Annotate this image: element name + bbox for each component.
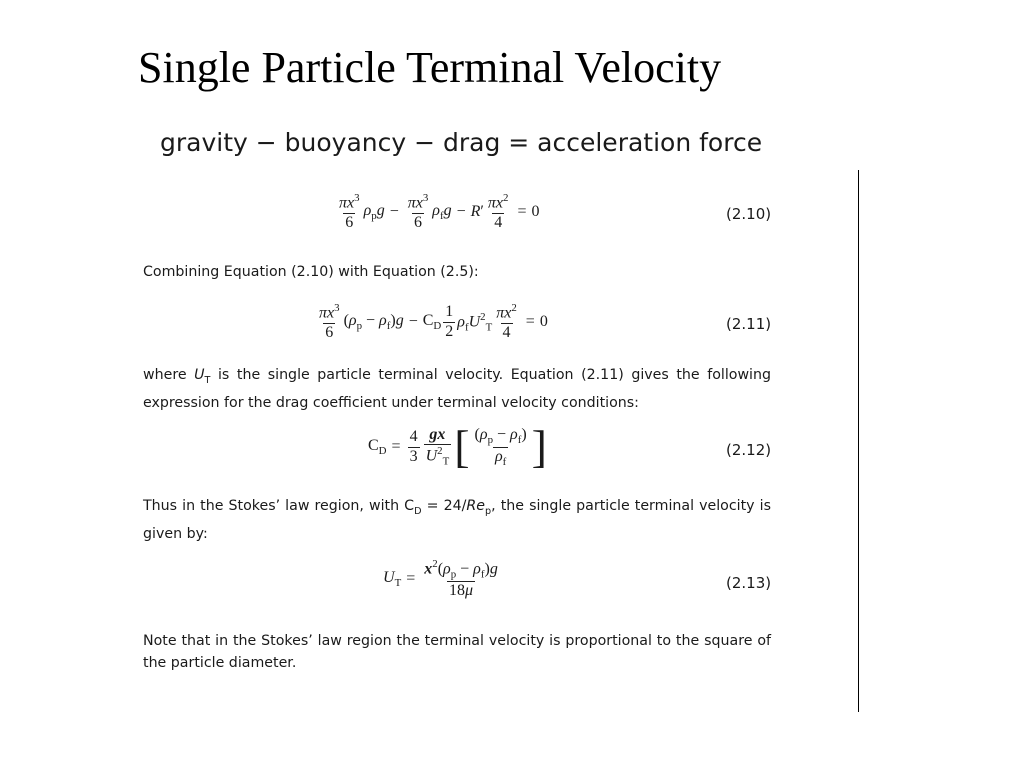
equation-label-2-10: (2.10) <box>726 205 772 223</box>
equation-label-2-11: (2.11) <box>726 315 772 333</box>
paragraph-stokes-region: Thus in the Stokes’ law region, with $C_D = 24/Re_p$, the single particle terminal velocity is given by: <box>143 498 771 542</box>
equation-2-12: $C_D$ = $\frac{4}{3}$ $\frac{gx}{U^2_T}$ [ $\frac{(\rho_p - \rho_f)}{\rho_f}$ ] <box>368 421 547 472</box>
equation-label-2-13: (2.13) <box>726 574 772 592</box>
paragraph-note: Note that in the Stokes’ law region the terminal velocity is proportional to the square of the particle diameter. <box>143 633 771 671</box>
equation-2-13: $U_T$ = $\frac{x^2(\rho_p - \rho_f)g}{18\mu}$ <box>383 558 498 600</box>
equation-2-10: $\frac{\pi x^3}{6}$ $\rho_pg$ − $\frac{\pi x^3}{6}$ $\rho_fg$ − R′ $\frac{\pi x^2}{4}$ = 0 <box>339 192 540 231</box>
equation-label-2-12: (2.12) <box>726 441 772 459</box>
vertical-rule <box>858 170 859 712</box>
equation-2-11: $\frac{\pi x^3}{6}$ $(\rho_p - \rho_f)g$ − $C_D$ $\frac{1}{2}$ $\rho_fU^2_T$ $\frac{\pi x^2}{4}$ = 0 <box>319 302 548 341</box>
paragraph-terminal-velocity: where $U_T$ is the single particle terminal velocity. Equation (2.11) gives the following expression for the drag coefficient under terminal velocity conditions: <box>143 367 771 411</box>
force-balance-heading: gravity − buoyancy − drag = acceleration force <box>160 128 763 157</box>
paragraph-combining: Combining Equation (2.10) with Equation (2.5): <box>143 264 479 280</box>
slide-title: Single Particle Terminal Velocity <box>138 43 722 92</box>
